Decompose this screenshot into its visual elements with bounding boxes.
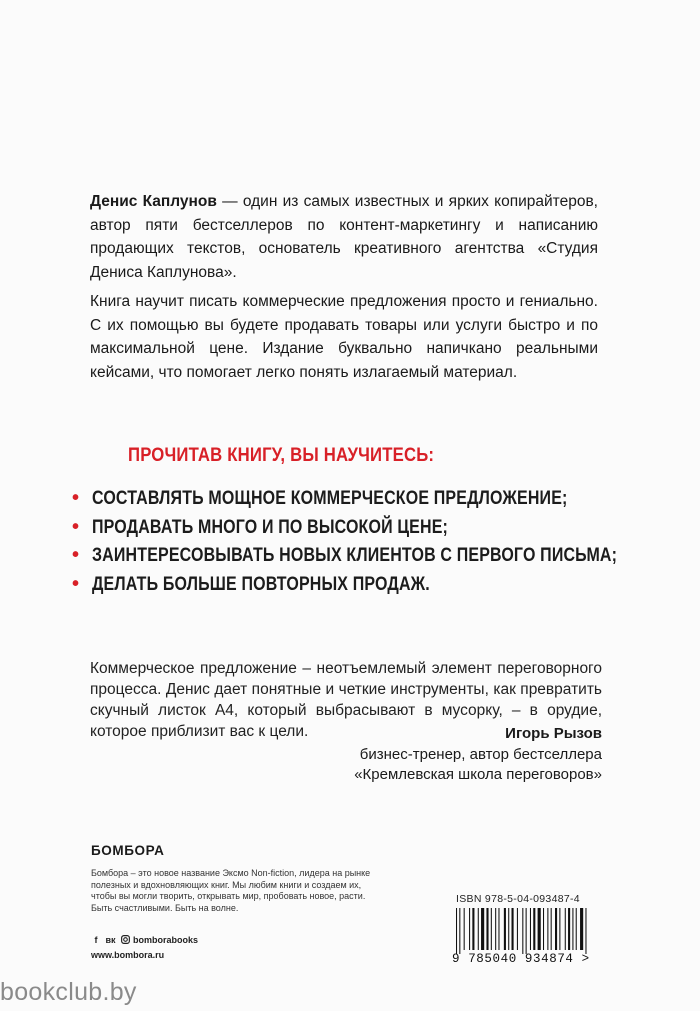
barcode-digits: 9 785040 934874 > [452, 952, 590, 966]
barcode-bar [478, 908, 479, 950]
barcode-bar [580, 908, 583, 950]
barcode-bar [522, 908, 523, 954]
publisher-website: www.bombora.ru [91, 950, 165, 960]
publisher-description: Бомбора – это новое название Эксмо Non-fiction, лидера на рынке полезных и вдохновляющих книг. Мы любим книги и создаем их, чтобы вы могли творить, открывать мир, пробовать новое, расти. Быть счастливыми. Быть на волне. [91, 868, 371, 913]
barcode-bar [559, 908, 560, 950]
barcode-bar [543, 908, 544, 950]
bullet-icon: • [72, 544, 80, 566]
bullet-icon: • [72, 515, 80, 538]
barcode-bar [481, 908, 484, 950]
quote-author-role: бизнес-тренер, автор бестселлера [359, 746, 602, 763]
benefit-item: • ЗАИНТЕРЕСОВЫВАТЬ НОВЫХ КЛИЕНТОВ С ПЕРВОГО ПИСЬМА; [72, 544, 618, 566]
barcode-bar [508, 908, 509, 950]
publisher-social [91, 935, 198, 945]
book-intro: Книга научит писать коммерческие предложения просто и гениально. С их помощью вы будете продавать товары или услуги быстро и по максимальной цене. Издание буквально напичкано реальными кейсами, что помогает легко понять излагаемый материал. [90, 293, 598, 381]
barcode-bar [517, 908, 518, 950]
barcode-bar [576, 908, 577, 950]
barcode-bar [572, 908, 573, 950]
benefit-item: • ПРОДАВАТЬ МНОГО И ПО ВЫСОКОЙ ЦЕНЕ; [72, 515, 449, 538]
author-name: Денис Каплунов [90, 193, 217, 210]
benefit-item: • ДЕЛАТЬ БОЛЬШЕ ПОВТОРНЫХ ПРОДАЖ. [72, 572, 430, 595]
facebook-icon: f [94, 935, 98, 945]
author-bio [90, 190, 598, 284]
instagram-icon [120, 935, 130, 945]
quote-author-book: «Кремлевская школа переговоров» [354, 766, 602, 783]
benefit-item: • СОСТАВЛЯТЬ МОЩНОЕ КОММЕРЧЕСКОЕ ПРЕДЛОЖЕНИЕ; [72, 487, 568, 509]
barcode-bar [538, 908, 541, 950]
vk-icon: вк [105, 935, 116, 945]
barcode-bar [459, 908, 460, 954]
barcode [454, 908, 604, 954]
author-bio-text: — один из самых известных и ярких копирайтеров, автор пяти бестселлеров по контент-маркетингу и написанию продающих текстов, основатель креативного агентства «Студия Дениса Каплунова». [90, 193, 598, 281]
barcode-bar [486, 908, 488, 950]
barcode-bar [472, 908, 474, 950]
barcode-bar [565, 908, 566, 950]
barcode-bar [469, 908, 470, 950]
barcode-bar [530, 908, 531, 950]
watermark: bookclub.by [0, 978, 137, 1006]
barcode-bar [464, 908, 465, 950]
endorsement-quote: Коммерческое предложение – неотъемлемый элемент переговорного процесса. Денис дает понятные и четкие инструменты, как превратить скучный листок А4, который выбрасывают в мусорку, – в орудие, которое приблизит вас к цели. [90, 660, 602, 740]
bullet-icon: • [72, 572, 80, 595]
bullet-icon: • [72, 487, 80, 509]
barcode-bar [551, 908, 552, 950]
barcode-bar [456, 908, 457, 954]
benefits-title: ПРОЧИТАВ КНИГУ, ВЫ НАУЧИТЕСЬ: [128, 445, 435, 466]
publisher-logo: БОМБОРА [91, 843, 165, 858]
barcode-bar [555, 908, 557, 950]
isbn-number: ISBN 978-5-04-093487-4 [456, 893, 580, 905]
barcode-bar [512, 908, 514, 950]
quote-author: Игорь Рызов [505, 725, 602, 742]
barcode-bar [547, 908, 548, 950]
barcode-bar [495, 908, 496, 950]
barcode-bar [585, 908, 586, 954]
social-handle: bomborabooks [133, 935, 199, 945]
barcode-bar [568, 908, 570, 950]
benefits-list [72, 487, 700, 601]
barcode-bar [504, 908, 506, 950]
barcode-bar [498, 908, 499, 950]
barcode-bar [533, 908, 535, 950]
barcode-bar [491, 908, 492, 950]
barcode-bar [526, 908, 527, 954]
